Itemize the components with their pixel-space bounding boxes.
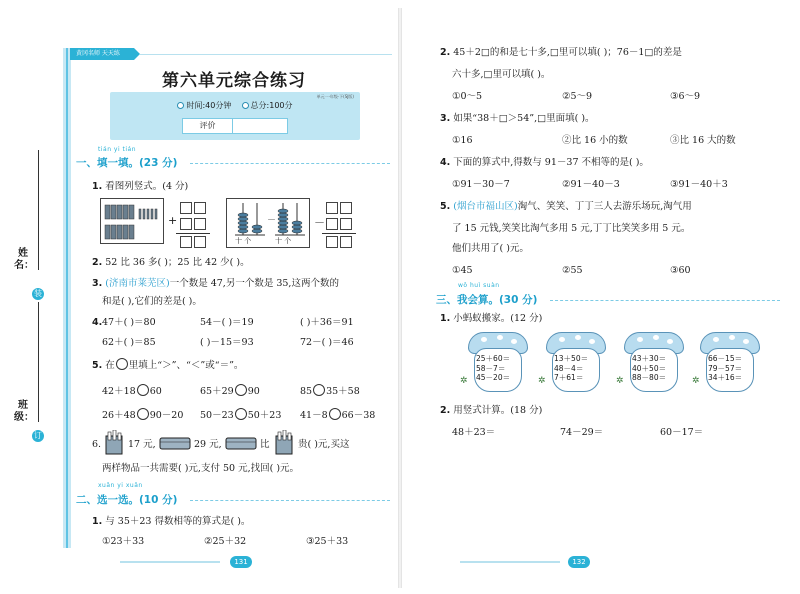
mushroom-equations: 13＋50＝ 48－4＝ 7＋61＝	[554, 354, 589, 382]
page-num-rule	[460, 561, 560, 563]
choice-4	[440, 156, 649, 169]
option-2[interactable]: ②25＋32	[204, 536, 247, 547]
binding-margin	[0, 40, 60, 550]
answer-box[interactable]	[180, 202, 192, 214]
page-title: 第六单元综合练习	[162, 71, 306, 91]
question-number: 3.	[440, 113, 451, 124]
svg-text:－: －	[267, 216, 277, 226]
vertical-calc-item: 74－29＝	[560, 427, 604, 438]
mushroom-equations: 43＋30＝ 40＋50＝ 88－80＝	[632, 354, 667, 382]
question-text: 用竖式计算。(18 分)	[453, 405, 543, 416]
question-3	[92, 277, 339, 290]
page-number: 132	[568, 556, 590, 568]
compare-item: 65＋29 90	[200, 386, 260, 397]
pencil-case-icon	[274, 430, 296, 456]
name-line	[38, 150, 39, 270]
item2-price: 29 元,	[194, 439, 222, 450]
ant-icon: ✲	[538, 376, 546, 386]
answer-box[interactable]	[326, 218, 338, 230]
option-1[interactable]: ①16	[452, 135, 473, 146]
eq-item: 62＋( )＝85	[102, 337, 156, 348]
question-number: 1.	[440, 313, 451, 324]
question-6-num: 6.	[92, 439, 102, 450]
section1-rule	[190, 163, 390, 164]
compare-circle[interactable]	[137, 408, 149, 420]
abacus-figure	[226, 198, 310, 248]
question-5: 5. 在 里填上“＞”、“＜”或“＝”。	[92, 360, 244, 371]
question-text: 里填上“＞”、“＜”或“＝”。	[128, 360, 244, 371]
option-2[interactable]: ②5～9	[562, 91, 593, 102]
section3-title: 三、我会算。(30 分)	[436, 294, 538, 306]
name-label: 姓名：	[14, 248, 34, 271]
vertical-calc-item: 48＋23＝	[452, 427, 496, 438]
compare-item: 42＋18 60	[102, 386, 162, 397]
time-limit: 时间:40分钟	[186, 101, 232, 110]
answer-box[interactable]	[340, 236, 352, 248]
question-text: 下面的算式中,得数与 91－37 不相等的是( )。	[453, 157, 649, 168]
option-3[interactable]: ③60	[670, 265, 691, 276]
abacus-label-left: 十 个	[235, 237, 252, 245]
option-3[interactable]: ③91－40＋3	[670, 179, 728, 190]
sum-line	[176, 233, 210, 234]
choice-2	[440, 46, 682, 59]
section2-rule	[190, 500, 390, 501]
compare-circle[interactable]	[235, 408, 247, 420]
section3-pinyin: wǒ huì suàn	[458, 282, 500, 289]
calc-1	[440, 312, 542, 325]
eq-item: ( )－15＝93	[200, 337, 254, 348]
question-number: 2.	[440, 47, 451, 58]
answer-box[interactable]	[194, 236, 206, 248]
info-box	[110, 92, 360, 140]
option-1[interactable]: ①0～5	[452, 91, 483, 102]
question-text: 看图列竖式。(4 分)	[105, 181, 189, 192]
info-row	[110, 100, 360, 111]
option-1[interactable]: ①91－30－7	[452, 179, 510, 190]
choice-5-line2: 了 15 元钱,笑笑比淘气多用 5 元,丁丁比笑笑多用 5 元。	[452, 223, 691, 234]
binding-dot: 订	[34, 431, 42, 440]
compare-circle[interactable]	[313, 384, 325, 396]
header-rule	[140, 54, 392, 55]
eq-item: 72－( )＝46	[300, 337, 354, 348]
question-1	[92, 180, 188, 193]
question-number: 4.	[92, 317, 103, 328]
choice-2-line2: 六十多,□里可以填( )。	[452, 69, 551, 80]
series-tag: 黄冈名师 天天练	[70, 48, 134, 60]
answer-box[interactable]	[180, 236, 192, 248]
option-2[interactable]: ②91－40－3	[562, 179, 620, 190]
rating-label: 评价	[183, 119, 233, 133]
mushroom-equations: 66－15＝ 79－57＝ 34＋16＝	[708, 354, 743, 382]
compare-circle[interactable]	[329, 408, 341, 420]
question-number: 5.	[92, 360, 103, 371]
answer-box[interactable]	[180, 218, 192, 230]
section2-pinyin: xuǎn yi xuǎn	[98, 482, 143, 489]
option-1[interactable]: ①23＋33	[102, 536, 145, 547]
question-text: 如果“38＋□＞54”,□里面填( )。	[453, 113, 595, 124]
compare-word: 比	[260, 439, 270, 450]
rating-field[interactable]	[182, 118, 288, 134]
score-icon	[242, 102, 249, 109]
answer-box[interactable]	[194, 218, 206, 230]
option-2[interactable]: ②55	[562, 265, 583, 276]
right-page	[400, 0, 800, 594]
option-1[interactable]: ①45	[452, 265, 473, 276]
option-3[interactable]: ③25＋33	[306, 536, 349, 547]
blocks-figure	[100, 198, 164, 244]
info-edition: 单元一·年级·下(SJ版)	[316, 94, 354, 99]
answer-box[interactable]	[194, 202, 206, 214]
choice-1	[92, 515, 250, 528]
compare-item: 26＋48 90－20	[102, 410, 184, 421]
stick-bundles-icon	[101, 199, 163, 243]
question-2	[92, 256, 250, 269]
compare-item: 50－23 50＋23	[200, 410, 282, 421]
circle-icon	[116, 358, 128, 370]
option-3[interactable]: ③6～9	[670, 91, 701, 102]
pencil-box-icon	[158, 434, 192, 452]
clock-icon	[177, 102, 184, 109]
option-2[interactable]: ②比 16 小的数	[562, 135, 628, 146]
answer-box[interactable]	[326, 202, 338, 214]
pencil-case-icon	[104, 430, 126, 456]
compare-item: 41－8 66－38	[300, 410, 376, 421]
region-tag: (烟台市福山区)	[453, 201, 518, 212]
eq-item: 54－( )＝19	[200, 317, 254, 328]
pencil-box-icon	[224, 434, 258, 452]
class-line	[38, 302, 39, 422]
eq-item: ( )＋36＝91	[300, 317, 354, 328]
question-6-line2: 两样物品一共需要( )元,支付 50 元,找回( )元。	[102, 463, 300, 474]
question-text: 45＋2□的和是七十多,□里可以填( )；76－1□的差是	[453, 47, 682, 58]
section3-rule	[550, 300, 780, 301]
class-label: 班级：	[14, 400, 34, 423]
diff-line	[322, 233, 356, 234]
question-text: 52 比 36 多( )；25 比 42 少( )。	[105, 257, 250, 268]
question-3-line2: 和是( ),它们的差是( )。	[102, 296, 202, 307]
region-tag: (济南市莱芜区)	[105, 278, 170, 289]
choice-5-line3: 他们共用了( )元。	[452, 243, 529, 254]
mushroom-equations: 25＋60＝ 58－7＝ 45－20＝	[476, 354, 511, 382]
question-number: 3.	[92, 278, 103, 289]
compare-circle[interactable]	[235, 384, 247, 396]
question-4	[92, 316, 102, 329]
total-score: 总分:100分	[250, 101, 293, 110]
ant-icon: ✲	[460, 376, 468, 386]
choice-5	[440, 200, 692, 213]
question-number: 5.	[440, 201, 451, 212]
vertical-calc-item: 60－17＝	[660, 427, 704, 438]
calc-2	[440, 404, 542, 417]
question-text: 小蚂蚁搬家。(12 分)	[453, 313, 543, 324]
question-number: 4.	[440, 157, 451, 168]
binding-dot: 装	[34, 289, 42, 298]
question-number: 1.	[92, 516, 103, 527]
answer-box[interactable]	[326, 236, 338, 248]
answer-box[interactable]	[340, 202, 352, 214]
abacus-label-right: 十 个	[275, 237, 292, 245]
answer-box[interactable]	[340, 218, 352, 230]
choice-3	[440, 112, 595, 125]
question-text: 与 35＋23 得数相等的算式是( )。	[105, 516, 251, 527]
page-number: 131	[230, 556, 252, 568]
question-number: 2.	[92, 257, 103, 268]
item1-price: 17 元,	[128, 439, 156, 450]
section1-pinyin: tián yi tián	[98, 146, 137, 153]
question-text: 淘气、笑笑、丁丁三人去游乐场玩,淘气用	[517, 201, 692, 212]
compare-circle[interactable]	[137, 384, 149, 396]
page-num-rule	[120, 561, 220, 563]
question-number: 2.	[440, 405, 451, 416]
page-accent-bar	[63, 48, 71, 548]
eq-item: 47＋( )＝80	[102, 317, 156, 328]
question-text: 一个数是 47,另一个数是 35,这两个数的	[169, 278, 339, 289]
ant-icon: ✲	[616, 376, 624, 386]
minus-sign: －	[314, 216, 325, 229]
plus-sign: +	[168, 214, 178, 227]
ant-icon: ✲	[692, 376, 700, 386]
section1-title: 一、填一填。(23 分)	[76, 157, 178, 169]
option-3[interactable]: ③比 16 大的数	[670, 135, 736, 146]
question-6-text: 贵( )元,买这	[298, 439, 350, 450]
question-number: 1.	[92, 181, 103, 192]
section2-title: 二、选一选。(10 分)	[76, 494, 178, 506]
compare-item: 85 35＋58	[300, 386, 360, 397]
